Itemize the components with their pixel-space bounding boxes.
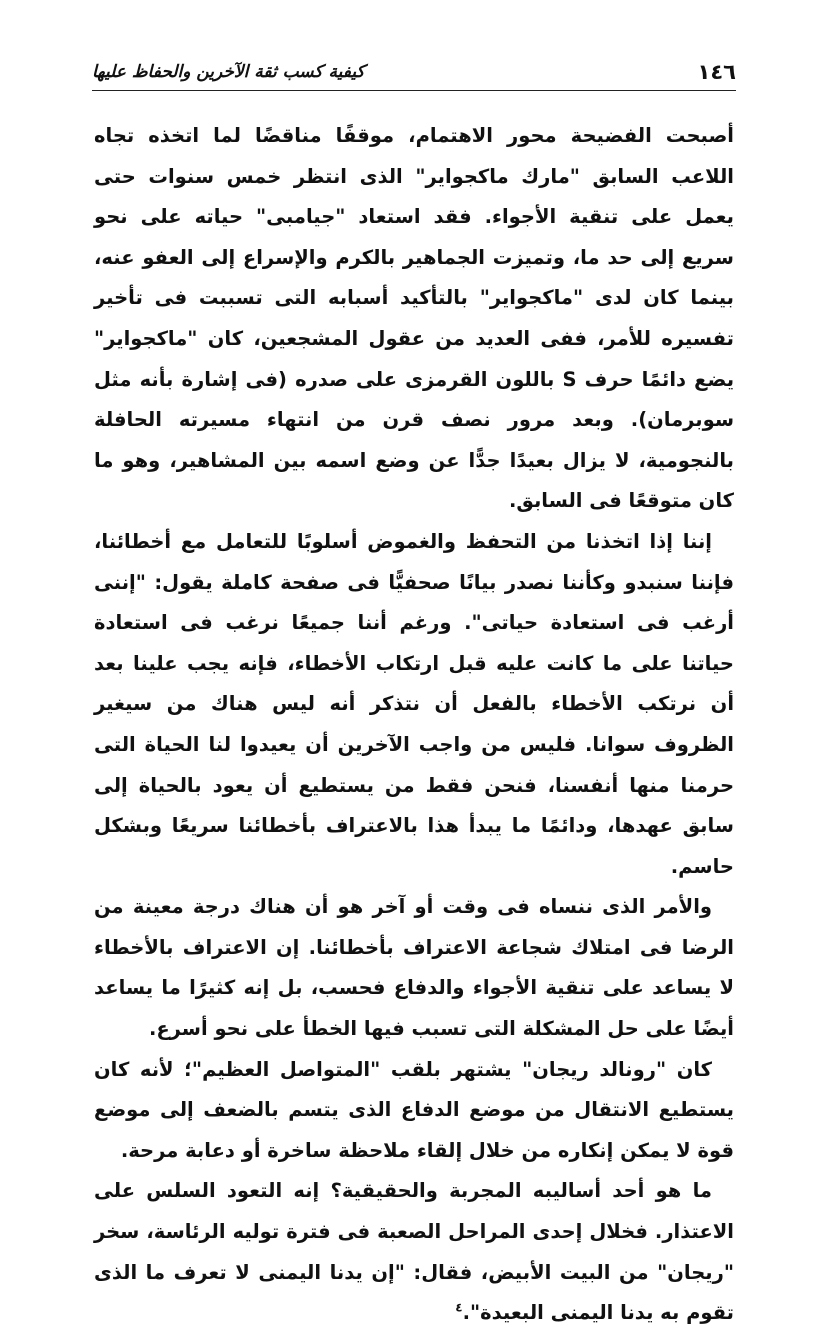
paragraph-4: كان "رونالد ريجان" يشتهر بلقب "المتواصل العظيم"؛ لأنه كان يستطيع الانتقال من موضع الدفاع الذى يتسم بالضعف إلى موضع قوة لا يمكن إنكاره من خلال إلقاء ملاحظة ساخرة أو دعابة مرحة. <box>94 1057 734 1162</box>
paragraph-5-text: ما هو أحد أساليبه المجربة والحقيقية؟ إنه التعود السلس على الاعتذار. فخلال إحدى المراحل الصعبة فى فترة توليه الرئاسة، سخر "ريجان" من البيت الأبيض، فقال: "إن يدنا اليمنى لا تعرف ما الذى تقوم به يدنا اليمنى البعيدة". <box>94 1179 734 1325</box>
paragraph-5 <box>94 1171 734 1333</box>
footnote-marker: ٤ <box>455 1300 463 1315</box>
body-text <box>94 116 734 1334</box>
running-title: كيفية كسب ثقة الآخرين والحفاظ عليها <box>92 62 365 82</box>
paragraph-2: إننا إذا اتخذنا من التحفظ والغموض أسلوبًا للتعامل مع أخطائنا، فإننا سنبدو وكأننا نصدر بيانًا صحفيًّا فى صفحة كاملة يقول: "إننى أرغب فى استعادة حياتى". ورغم أننا جميعًا نرغب فى استعادة حياتنا على ما كانت عليه قبل ارتكاب الأخطاء، فإنه يجب علينا بعد أن نرتكب الأخطاء بالفعل أن نتذكر أنه ليس هناك من سيغير الظروف سوانا. فليس من واجب الآخرين أن يعيدوا لنا الحياة التى حرمنا منها أنفسنا، فنحن فقط من يستطيع أن يعود بالحياة إلى سابق عهدها، ودائمًا ما يبدأ هذا بالاعتراف بأخطائنا سريعًا وبشكل حاسم. <box>94 529 734 878</box>
page-number: ١٤٦ <box>697 60 736 84</box>
paragraph-1: أصبحت الفضيحة محور الاهتمام، موقفًا مناقضًا لما اتخذه تجاه اللاعب السابق "مارك ماكجواير" الذى انتظر خمس سنوات حتى يعمل على تنقية الأجواء. فقد استعاد "جيامبى" حياته على نحو سريع إلى حد ما، وتميزت الجماهير بالكرم والإسراع إلى العفو عنه، بينما كان لدى "ماكجواير" بالتأكيد أسبابه التى تسببت فى تأخير تفسيره للأمر، ففى العديد من عقول المشجعين، كان "ماكجواير" يضع دائمًا حرف S باللون القرمزى على صدره (فى إشارة بأنه مثل سوبرمان). وبعد مرور نصف قرن من انتهاء مسيرته الحافلة بالنجومية، لا يزال بعيدًا جدًّا عن وضع اسمه بين المشاهير، وهو ما كان متوقعًا فى السابق. <box>94 124 735 513</box>
running-header <box>92 58 736 86</box>
paragraph-3: والأمر الذى ننساه فى وقت أو آخر هو أن هناك درجة معينة من الرضا فى امتلاك شجاعة الاعتراف بأخطائنا. إن الاعتراف بالأخطاء لا يساعد على تنقية الأجواء والدفاع فحسب، بل إنه كثيرًا ما يساعد أيضًا على حل المشكلة التى تسبب فيها الخطأ على نحو أسرع. <box>94 895 734 1041</box>
header-rule <box>92 90 736 91</box>
